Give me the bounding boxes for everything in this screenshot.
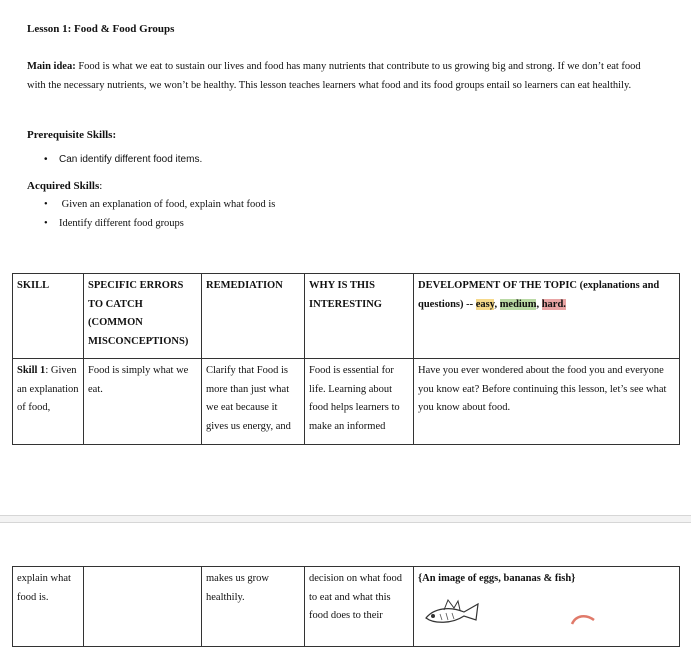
main-idea-text: Food is what we eat to sustain our lives and food has many nutrients that contribute to us growing big and strong. If we don’t eat food with the necessary nutrients, we won’t be healthy. This lesson teaches learners what food and its food groups entail so learners can eat healthily. [27,61,641,91]
difficulty-hard-badge: hard. [541,298,566,310]
difficulty-easy-badge: easy [475,298,495,310]
skill-cell: explain what food is. [13,567,84,647]
header-development: DEVELOPMENT OF THE TOPIC (explanations and questions) -- easy, medium, hard. [414,274,680,359]
header-why: WHY IS THIS INTERESTING [305,274,414,359]
main-idea-paragraph [27,57,647,95]
errors-cell: Food is simply what we eat. [84,359,202,445]
main-idea-label: Main idea: [27,61,76,72]
remediation-cell: Clarify that Food is more than just what we eat because it gives us energy, and [202,359,305,445]
remediation-cell: makes us grow healthily. [202,567,305,647]
errors-cell [84,567,202,647]
header-errors: SPECIFIC ERRORS TO CATCH (COMMON MISCONCEPTIONS) [84,274,202,359]
fish-icon [420,598,490,624]
acquired-item: • Identify different food groups [44,218,184,229]
lesson-table-continued [12,566,680,647]
page-break [0,515,691,523]
bullet-icon: • [44,199,48,210]
acquired-item: • Given an explanation of food, explain what food is [44,199,276,210]
prerequisite-heading: Prerequisite Skills: [27,129,117,141]
bullet-icon: • [44,154,48,165]
development-cell: Have you ever wondered about the food you and everyone you know eat? Before continuing this lesson, let’s see what you know about food. [414,359,680,445]
shrimp-icon [568,612,598,626]
difficulty-medium-badge: medium [499,298,537,310]
lesson-table [12,273,680,445]
table-row [13,359,680,445]
lesson-title: Lesson 1: Food & Food Groups [27,23,175,35]
prerequisite-item: • Can identify different food items. [44,154,203,165]
bullet-icon: • [44,218,48,229]
header-remediation: REMEDIATION [202,274,305,359]
why-cell: decision on what food to eat and what this food does to their [305,567,414,647]
why-cell: Food is essential for life. Learning about food helps learners to make an informed [305,359,414,445]
table-row [13,567,680,647]
table-header-row [13,274,680,359]
header-skill: SKILL [13,274,84,359]
development-cell: {An image of eggs, bananas & fish} [414,567,680,647]
skill-cell: Skill 1: Given an explanation of food, [13,359,84,445]
acquired-heading: Acquired Skills: [27,180,103,192]
